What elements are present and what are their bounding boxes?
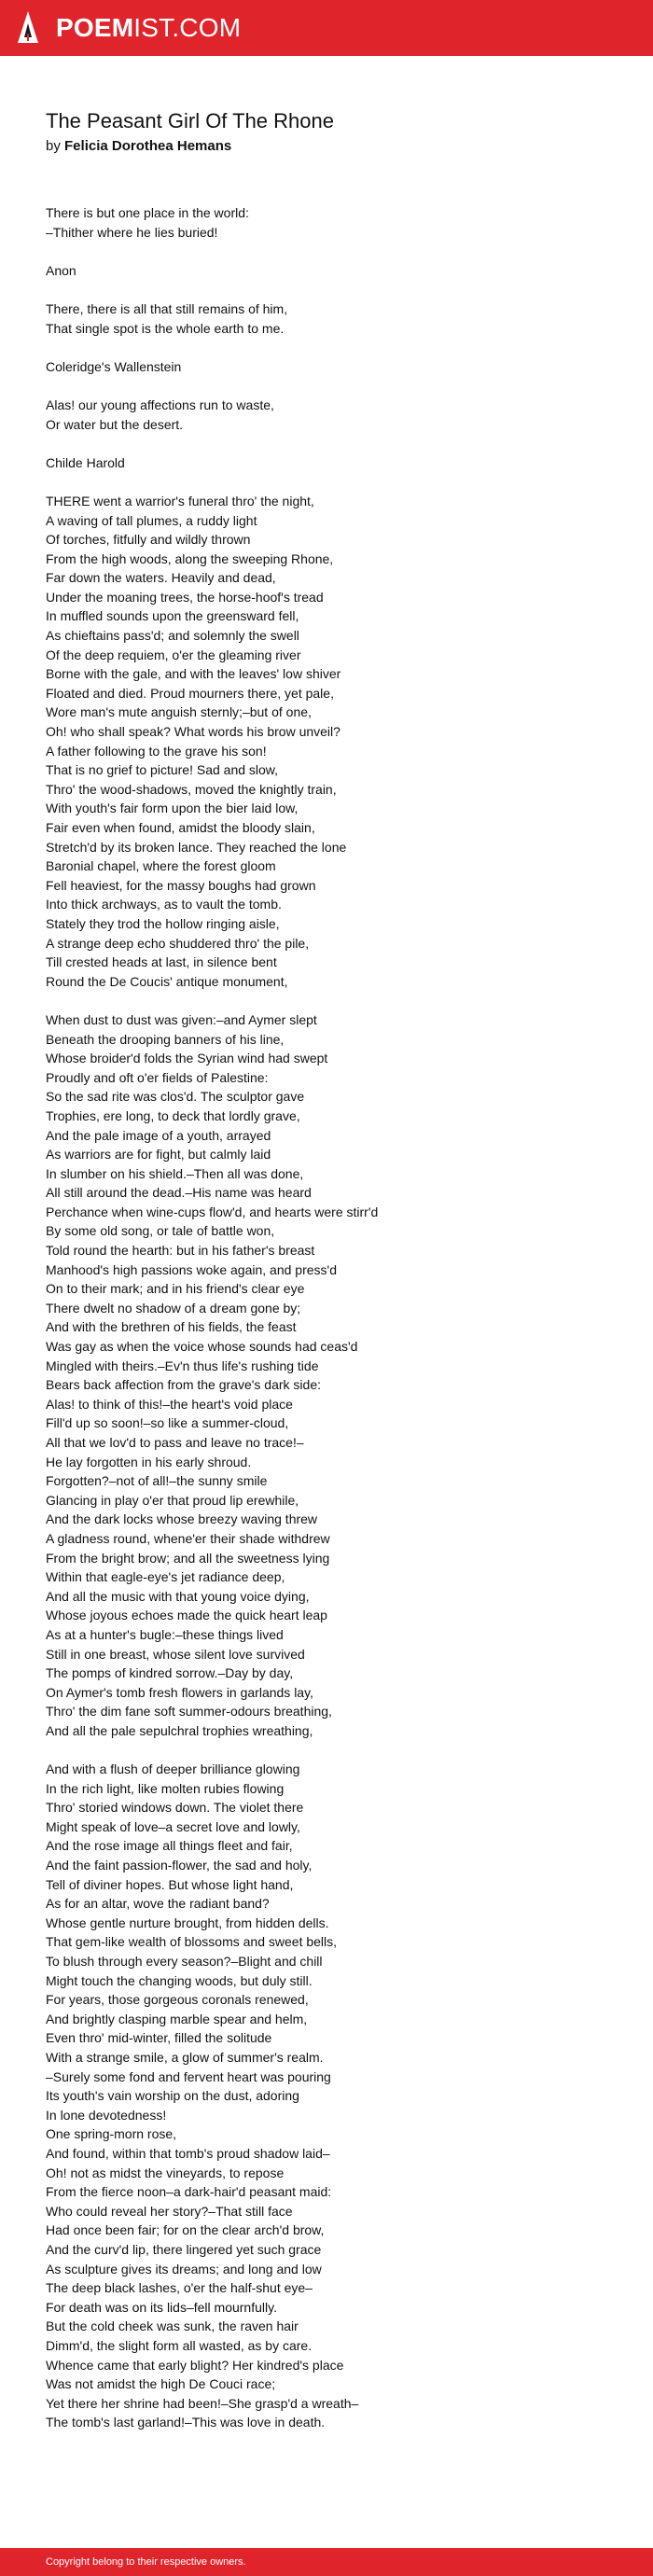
poem-line: When dust to dust was given:–and Aymer slept <box>46 1011 317 1027</box>
logo-bold-text: POEM <box>56 13 134 42</box>
poem-line: As chieftains pass'd; and solemnly the swell <box>46 628 299 644</box>
poem-line: Of the deep requiem, o'er the gleaming river <box>46 647 301 662</box>
poem-line: Beneath the drooping banners of his line, <box>46 1031 285 1047</box>
poem-line: Into thick archways, as to vault the tomb. <box>46 897 282 912</box>
poem-line: A strange deep echo shuddered thro' the pile, <box>46 935 310 951</box>
poem-line: There, there is all that still remains of him, <box>46 300 288 316</box>
poem-line: Stretch'd by its broken lance. They reached the lone <box>46 839 347 855</box>
poem-line: –Thither where he lies buried! <box>46 224 218 240</box>
poem-line: Had once been fair; for on the clear arch'd brow, <box>46 2222 325 2238</box>
poem-line: Stately they trod the hollow ringing aisle, <box>46 915 280 931</box>
stanza-break <box>46 991 624 1010</box>
author-link[interactable]: Felicia Dorothea Hemans <box>64 138 232 154</box>
site-logo[interactable] <box>56 12 241 44</box>
poem-line: Glancing in play o'er that proud lip erewhile, <box>46 1492 299 1508</box>
poem-line: Was gay as when the voice whose sounds had ceas'd <box>46 1339 358 1355</box>
poem-line: Thro' storied windows down. The violet there <box>46 1800 304 1816</box>
poem-line: And with the brethren of his fields, the feast <box>46 1319 297 1335</box>
poem-line: From the high woods, along the sweeping Rhone, <box>46 550 334 566</box>
poem-line: The tomb's last garland!–This was love in death. <box>46 2415 326 2430</box>
poem-line: Tell of diviner hopes. But whose light hand, <box>46 1876 294 1892</box>
poem-line: With youth's fair form upon the bier laid low, <box>46 801 299 816</box>
poem-line: Mingled with theirs.–Ev'n thus life's rushing tide <box>46 1358 319 1373</box>
stanza-break <box>46 338 624 357</box>
poem-line: There dwelt no shadow of a dream gone by; <box>46 1300 301 1316</box>
poem-line: Oh! not as midst the vineyards, to repose <box>46 2165 285 2180</box>
poem-line: From the bright brow; and all the sweetness lying <box>46 1550 330 1566</box>
poem-line: And the rose image all things fleet and fair, <box>46 1838 293 1854</box>
poem-line: Under the moaning trees, the horse-hoof's tread <box>46 589 324 605</box>
poem-line: All that we lov'd to pass and leave no trace!– <box>46 1435 304 1450</box>
stanza-break <box>46 1741 624 1761</box>
poem-line: Wore man's mute anguish sternly;–but of one, <box>46 704 312 720</box>
poem-line: On Aymer's tomb fresh flowers in garlands lay, <box>46 1684 313 1700</box>
poem-line: From the fierce noon–a dark-hair'd peasant maid: <box>46 2184 332 2200</box>
poem-line: And all the pale sepulchral trophies wreathing, <box>46 1722 313 1738</box>
logo-light-text: IST.COM <box>133 13 242 42</box>
poem-line: Oh! who shall speak? What words his brow unveil? <box>46 724 340 740</box>
poem-line: A gladness round, whene'er their shade withdrew <box>46 1530 330 1546</box>
poem-line: And the curv'd lip, there lingered yet such grace <box>46 2241 322 2257</box>
poem-line: That is no grief to picture! Sad and slow, <box>46 762 279 778</box>
poem-line: Fell heaviest, for the massy boughs had grown <box>46 877 316 893</box>
stanza-break <box>46 280 624 299</box>
poem-line: In muffled sounds upon the greensward fell, <box>46 608 299 624</box>
poem-line: Bears back affection from the grave's dark side: <box>46 1377 322 1393</box>
poem-line: Alas! our young affections run to waste, <box>46 397 274 412</box>
site-header <box>0 0 653 56</box>
poem-line: In lone devotedness! <box>46 2107 167 2123</box>
poem-line: Still in one breast, whose silent love survived <box>46 1646 305 1662</box>
poem-line: The deep black lashes, o'er the half-shut eye– <box>46 2280 313 2296</box>
poem-line: So the sad rite was clos'd. The sculptor gave <box>46 1089 305 1105</box>
poem-line: By some old song, or tale of battle won, <box>46 1223 275 1239</box>
poem-line: He lay forgotten in his early shroud. <box>46 1454 252 1469</box>
poem-line: And the pale image of a youth, arrayed <box>46 1127 271 1143</box>
poem-line: In slumber on his shield.–Then all was done, <box>46 1165 304 1181</box>
poem-line: Alas! to think of this!–the heart's void place <box>46 1396 293 1412</box>
poem-line: Coleridge's Wallenstein <box>46 358 182 374</box>
poem-line: Anon <box>46 262 76 278</box>
poem-title: The Peasant Girl Of The Rhone <box>46 109 334 132</box>
stanza-break <box>46 376 624 396</box>
poem-line: Whose gentle nurture brought, from hidden dells. <box>46 1915 329 1930</box>
poem-line: All still around the dead.–His name was heard <box>46 1185 312 1201</box>
pen-nib-logo-icon[interactable] <box>18 11 38 43</box>
poem-line: One spring-morn rose, <box>46 2126 177 2142</box>
stanza-break <box>46 472 624 492</box>
poem-line: Within that eagle-eye's jet radiance deep, <box>46 1569 285 1585</box>
poem-line: And all the music with that young voice dying, <box>46 1588 310 1604</box>
poem-line: Trophies, ere long, to deck that lordly grave, <box>46 1107 300 1123</box>
poem-line: A waving of tall plumes, a ruddy light <box>46 512 257 528</box>
copyright-text: Copyright belong to their respective owners. <box>46 2556 246 2568</box>
poem-line: That single spot is the whole earth to me. <box>46 320 285 336</box>
poem-line: Borne with the gale, and with the leaves' low shiver <box>46 666 341 682</box>
poem-line: Of torches, fitfully and wildly thrown <box>46 532 251 548</box>
poem-line: Manhood's high passions woke again, and press'd <box>46 1261 337 1277</box>
poem-line: Perchance when wine-cups flow'd, and hearts were stirr'd <box>46 1204 379 1219</box>
poem-line: Might touch the changing woods, but duly still. <box>46 1972 313 1988</box>
poem-line: THERE went a warrior's funeral thro' the night, <box>46 493 314 508</box>
poem-line: Even thro' mid-winter, filled the solitude <box>46 2030 272 2046</box>
poem-line: And found, within that tomb's proud shadow laid– <box>46 2145 330 2161</box>
poem-line: Childe Harold <box>46 454 125 470</box>
poem-line: Fair even when found, amidst the bloody slain, <box>46 820 315 835</box>
poem-line: And the faint passion-flower, the sad and holy, <box>46 1858 313 1873</box>
poem-line: There is but one place in the world: <box>46 205 249 220</box>
poem-line: Floated and died. Proud mourners there, yet pale, <box>46 685 334 701</box>
poem-line: Who could reveal her story?–That still face <box>46 2203 293 2219</box>
poem-line: Or water but the desert. <box>46 416 184 432</box>
poem-line: Proudly and oft o'er fields of Palestine: <box>46 1069 269 1085</box>
poem-line: Fill'd up so soon!–so like a summer-cloud, <box>46 1415 289 1431</box>
poem-line: On to their mark; and in his friend's clear eye <box>46 1281 305 1297</box>
poem-line: For death was on its lids–fell mournfully. <box>46 2299 277 2315</box>
poem-line: And the dark locks whose breezy waving threw <box>46 1511 318 1527</box>
stanza-break <box>46 242 624 261</box>
poem-line: Told round the hearth: but in his father's breast <box>46 1243 315 1259</box>
poem-line: To blush through every season?–Blight and chill <box>46 1954 323 1970</box>
poem-line: Whence came that early blight? Her kindred's place <box>46 2357 344 2373</box>
poem-line: Whose broider'd folds the Syrian wind had swept <box>46 1051 328 1066</box>
poem-line: In the rich light, like molten rubies flowing <box>46 1780 285 1796</box>
poem-line: With a strange smile, a glow of summer's realm. <box>46 2050 324 2065</box>
poem-line: Whose joyous echoes made the quick heart leap <box>46 1608 327 1623</box>
poem-line: And with a flush of deeper brilliance glowing <box>46 1761 300 1777</box>
poem-line: For years, those gorgeous coronals renewed, <box>46 1992 309 2008</box>
poem-line: –Surely some fond and fervent heart was pouring <box>46 2068 331 2084</box>
poem-line: Till crested heads at last, in silence bent <box>46 954 277 970</box>
poem-line: Far down the waters. Heavily and dead, <box>46 570 276 586</box>
poem-line: That gem-like wealth of blossoms and sweet bells, <box>46 1934 338 1950</box>
byline-prefix: by <box>46 138 61 154</box>
poem-line: But the cold cheek was sunk, the raven hair <box>46 2318 299 2334</box>
poem-line: As sculpture gives its dreams; and long and low <box>46 2261 322 2277</box>
poem-line: Forgotten?–not of all!–the sunny smile <box>46 1473 268 1489</box>
byline <box>46 137 231 156</box>
poem-line: The pomps of kindred sorrow.–Day by day, <box>46 1665 294 1681</box>
poem-line: Thro' the wood-shadows, moved the knightly train, <box>46 781 337 797</box>
poem-line: And brightly clasping marble spear and helm, <box>46 2011 308 2026</box>
poem-line: Yet there her shrine had been!–She grasp'd a wreath– <box>46 2395 359 2411</box>
stanza-break <box>46 434 624 453</box>
site-footer <box>0 2548 653 2576</box>
poem-line: Dimm'd, the slight form all wasted, as by care. <box>46 2337 313 2353</box>
poem-line: Thro' the dim fane soft summer-odours breathing, <box>46 1704 332 1720</box>
poem-line: As for an altar, wove the radiant band? <box>46 1896 270 1912</box>
poem-line: A father following to the grave his son! <box>46 743 267 759</box>
poem-line: As warriors are for fight, but calmly laid <box>46 1147 271 1163</box>
poem-line: Was not amidst the high De Couci race; <box>46 2376 276 2392</box>
poem-line: As at a hunter's bugle:–these things lived <box>46 1626 284 1642</box>
poem-line: Baronial chapel, where the forest gloom <box>46 858 276 874</box>
poem-line: Might speak of love–a secret love and lowly, <box>46 1818 300 1834</box>
poem-line: Round the De Coucis' antique monument, <box>46 973 288 989</box>
poem-body <box>46 203 624 2432</box>
poem-line: Its youth's vain worship on the dust, adoring <box>46 2088 299 2104</box>
